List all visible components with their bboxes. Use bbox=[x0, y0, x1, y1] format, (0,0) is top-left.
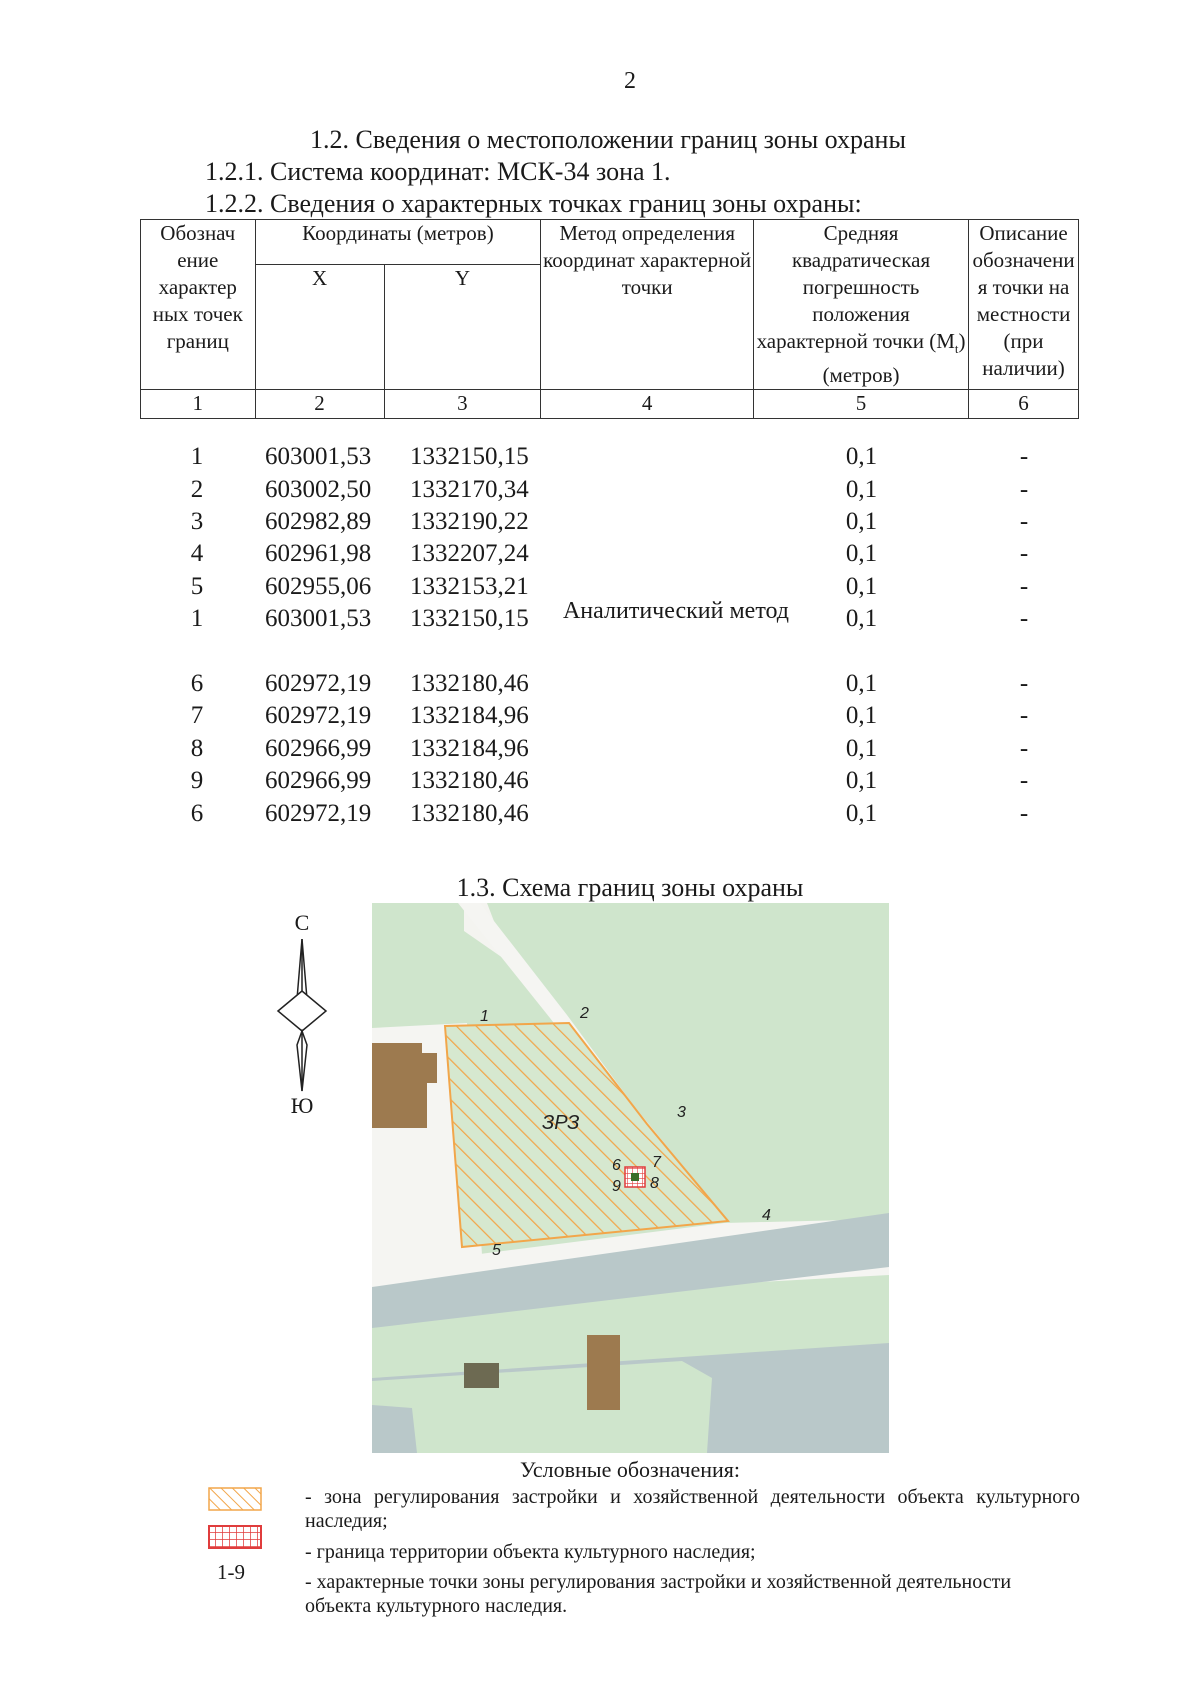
point-label: 9 bbox=[612, 1178, 621, 1195]
legend-item-boundary: - граница территории объекта культурного наследия; bbox=[305, 1541, 756, 1563]
table-row: 2 603002,50 1332170,34 0,1 - bbox=[190, 476, 1029, 503]
building bbox=[464, 1363, 499, 1388]
legend-title: Условные обозначения: bbox=[519, 1457, 741, 1482]
page-number: 2 bbox=[624, 68, 636, 94]
table-row: 5 602955,06 1332153,21 0,1 - bbox=[190, 573, 1029, 600]
column-number: 3 bbox=[384, 390, 541, 419]
method-cell: Аналитический метод bbox=[562, 598, 790, 624]
protection-zone-map bbox=[372, 903, 889, 1453]
table-row: 6 602972,19 1332180,46 0,1 - bbox=[190, 670, 1029, 697]
table-row: 6 602972,19 1332180,46 0,1 - bbox=[190, 800, 1029, 827]
point-label: 6 bbox=[612, 1157, 621, 1174]
north-arrow-icon bbox=[274, 935, 330, 1095]
header-description: Описание обозначени я точки на местности (при наличии) bbox=[969, 220, 1079, 390]
point-label: 8 bbox=[650, 1175, 659, 1192]
heritage-boundary-legend-icon bbox=[208, 1525, 264, 1551]
legend-points-range: 1-9 bbox=[217, 1560, 245, 1584]
column-number: 6 bbox=[969, 390, 1079, 419]
table-row: 1 603001,53 1332150,15 0,1 - bbox=[190, 443, 1029, 470]
zone-label: ЗРЗ bbox=[542, 1112, 580, 1134]
header-y: Y bbox=[384, 265, 541, 390]
column-number: 1 bbox=[141, 390, 256, 419]
table-row: 8 602966,99 1332184,96 0,1 - bbox=[190, 735, 1029, 762]
header-coordinates: Координаты (метров) bbox=[255, 220, 541, 265]
section-heading-1-3: 1.3. Схема границ зоны охраны bbox=[456, 873, 804, 902]
table-row: 1 603001,53 1332150,15 0,1 - bbox=[190, 605, 1029, 632]
heritage-object-core bbox=[631, 1173, 639, 1181]
coordinates-table-header bbox=[140, 219, 1079, 419]
point-label: 2 bbox=[580, 1005, 589, 1022]
point-label: 3 bbox=[677, 1104, 686, 1121]
table-row: 3 602982,89 1332190,22 0,1 - bbox=[190, 508, 1029, 535]
header-method: Метод определения координат характерной точки bbox=[541, 220, 754, 390]
south-label: Ю bbox=[290, 1093, 314, 1118]
header-error: Средняя квадратическая погрешность положения характерной точки $(M_t)$ (метров) bbox=[754, 220, 969, 390]
point-label: 4 bbox=[762, 1207, 771, 1224]
header-x: X bbox=[255, 265, 384, 390]
column-number: 2 bbox=[255, 390, 384, 419]
header-point-designation: Обознач ение характер ных точек границ bbox=[141, 220, 256, 390]
legend-item-points: - характерные точки зоны регулирования застройки и хозяйственной деятельности объекта культурного наследия. bbox=[305, 1571, 1012, 1617]
north-label: С bbox=[294, 910, 310, 935]
point-label: 7 bbox=[652, 1154, 661, 1171]
section-heading-1-2: 1.2. Сведения о местоположении границ зоны охраны bbox=[310, 125, 906, 154]
zone-hatch-legend-icon bbox=[208, 1487, 264, 1513]
point-label: 1 bbox=[480, 1008, 489, 1025]
column-number: 5 bbox=[754, 390, 969, 419]
section-heading-1-2-1: 1.2.1. Система координат: МСК-34 зона 1. bbox=[205, 157, 671, 186]
legend-item-zone: - зона регулирования застройки и хозяйственной деятельности объекта культурного наследия; bbox=[305, 1486, 1080, 1532]
point-label: 5 bbox=[492, 1242, 501, 1259]
building bbox=[587, 1335, 620, 1410]
section-heading-1-2-2: 1.2.2. Сведения о характерных точках границ зоны охраны: bbox=[205, 189, 862, 218]
table-row: 7 602972,19 1332184,96 0,1 - bbox=[190, 702, 1029, 729]
table-row: 4 602961,98 1332207,24 0,1 - bbox=[190, 540, 1029, 567]
table-row: 9 602966,99 1332180,46 0,1 - bbox=[190, 767, 1029, 794]
column-number: 4 bbox=[541, 390, 754, 419]
